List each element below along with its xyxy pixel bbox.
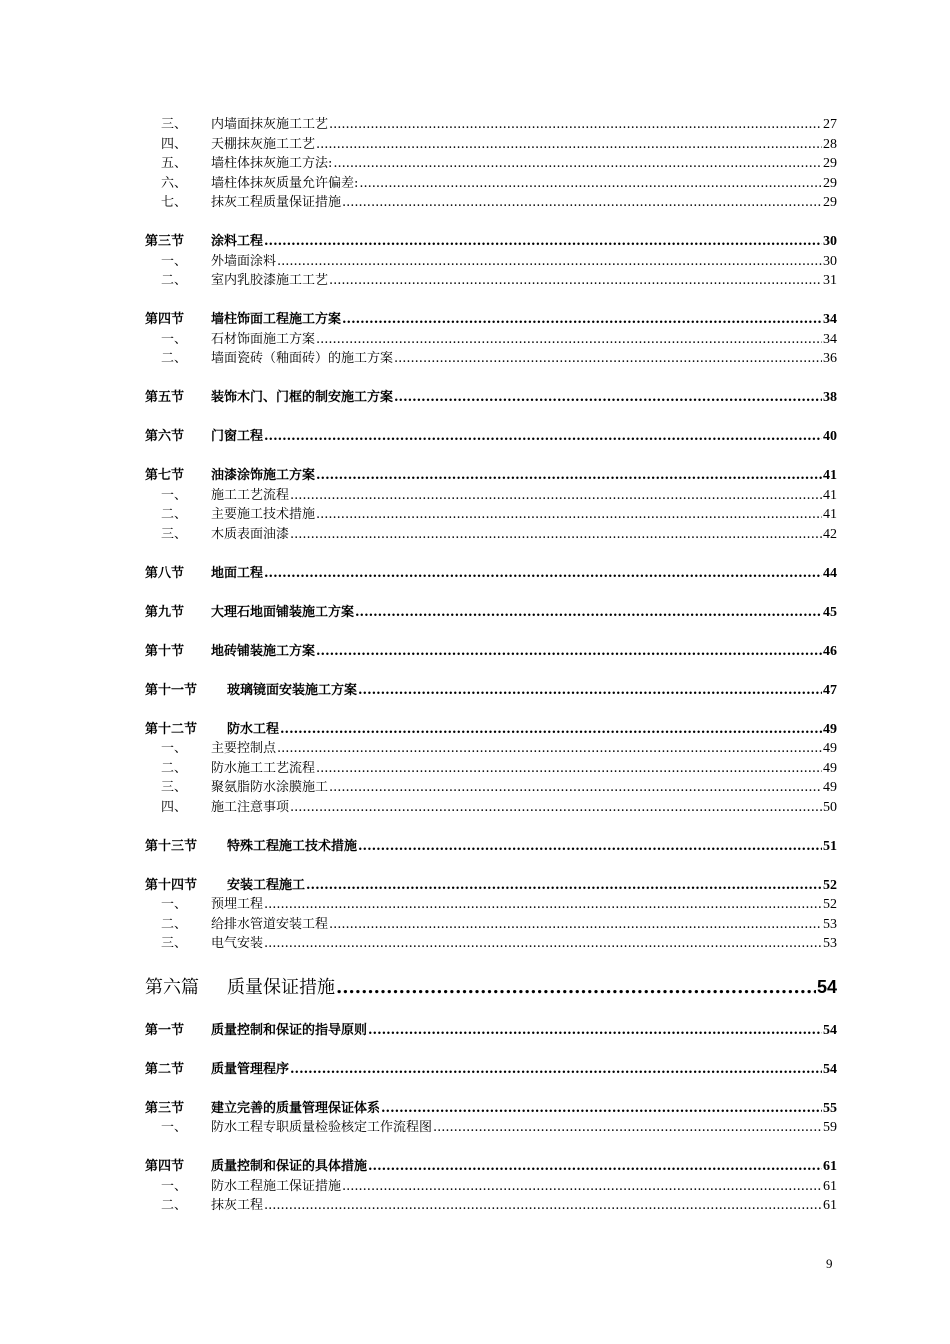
toc-entry-title: 墙柱体抹灰施工方法: <box>211 156 333 171</box>
dot-leader <box>329 271 822 291</box>
dot-leader <box>342 193 822 213</box>
toc-entry-number: 第六篇 <box>145 977 199 998</box>
toc-entry[interactable] <box>145 135 837 155</box>
toc-entry-number: 第七节 <box>145 468 185 483</box>
dot-leader <box>336 974 816 1002</box>
toc-entry-title: 质量控制和保证的指导原则 <box>211 1022 368 1038</box>
toc-entry-page: 30 <box>823 253 837 269</box>
toc-entry-title: 建立完善的质量管理保证体系 <box>211 1100 381 1116</box>
toc-entry-title: 质量管理程序 <box>211 1061 290 1077</box>
toc-entry[interactable] <box>145 193 837 213</box>
toc-entry-title: 门窗工程 <box>211 429 264 444</box>
toc-entry-page: 28 <box>823 136 837 152</box>
dot-leader <box>316 330 822 350</box>
toc-entry[interactable] <box>145 466 837 486</box>
toc-entry-page: 54 <box>816 977 837 997</box>
toc-entry-page: 52 <box>823 877 837 893</box>
toc-entry[interactable] <box>145 252 837 272</box>
toc-entry[interactable] <box>145 915 837 935</box>
dot-leader <box>394 388 822 408</box>
toc-entry-page: 53 <box>823 936 837 951</box>
dot-leader <box>329 778 822 798</box>
page-number: 9 <box>826 1256 833 1271</box>
toc-entry-number: 二、 <box>161 273 188 288</box>
toc-entry-number: 一、 <box>161 253 188 269</box>
toc-entry[interactable] <box>145 934 837 954</box>
toc-entry-page: 49 <box>823 780 837 795</box>
toc-entry[interactable] <box>145 174 837 194</box>
dot-leader <box>342 1177 822 1197</box>
toc-entry-page: 41 <box>823 468 837 483</box>
toc-entry-number: 二、 <box>161 760 188 776</box>
toc-entry[interactable] <box>145 720 837 740</box>
toc-entry-page: 45 <box>823 604 837 620</box>
toc-entry[interactable] <box>145 486 837 506</box>
toc-entry[interactable] <box>145 349 837 369</box>
toc-entry-number: 四、 <box>161 799 188 815</box>
dot-leader <box>316 505 822 525</box>
toc-entry-number: 四、 <box>161 136 188 152</box>
toc-entry-number: 五、 <box>161 156 188 171</box>
toc-entry-title: 抹灰工程 <box>211 1198 264 1213</box>
dot-leader <box>358 681 822 701</box>
toc-entry[interactable] <box>145 1196 837 1216</box>
toc-entry[interactable] <box>145 271 837 291</box>
toc-entry-page: 50 <box>823 799 837 815</box>
toc-entry[interactable] <box>145 739 837 759</box>
toc-entry[interactable] <box>145 759 837 779</box>
toc-entry[interactable] <box>145 1099 837 1119</box>
toc-entry-number: 第一节 <box>145 1022 185 1038</box>
toc-entry-number: 第六节 <box>145 429 185 444</box>
toc-entry-number: 一、 <box>161 331 188 347</box>
toc-entry-title: 质量保证措施 <box>227 977 335 998</box>
toc-entry-title: 主要施工技术措施 <box>211 507 316 522</box>
dot-leader <box>433 1118 822 1138</box>
toc-entry[interactable] <box>145 525 837 545</box>
toc-entry-title: 石材饰面施工方案 <box>211 331 316 347</box>
toc-entry[interactable] <box>145 154 837 174</box>
toc-entry-title: 外墙面涂料 <box>211 253 277 269</box>
toc-entry[interactable] <box>145 837 837 857</box>
toc-entry-title: 天棚抹灰施工工艺 <box>211 136 316 152</box>
toc-entry-number: 一、 <box>161 741 188 756</box>
toc-entry-title: 木质表面油漆 <box>211 526 290 542</box>
toc-entry-page: 29 <box>823 195 837 210</box>
toc-entry-title: 施工注意事项 <box>211 799 290 815</box>
dot-leader <box>277 252 822 272</box>
toc-entry-page: 49 <box>823 741 837 756</box>
toc-entry[interactable] <box>145 798 837 818</box>
toc-entry-page: 40 <box>823 429 837 444</box>
toc-entry-page: 42 <box>823 526 837 542</box>
toc-entry-number: 一、 <box>161 1120 188 1135</box>
toc-entry[interactable] <box>145 895 837 915</box>
dot-leader <box>316 642 822 662</box>
toc-entry-page: 31 <box>823 273 837 288</box>
toc-entry-number: 第十四节 <box>145 877 198 893</box>
dot-leader <box>368 1157 822 1177</box>
toc-entry[interactable] <box>145 1021 837 1041</box>
toc-entry-title: 墙柱体抹灰质量允许偏差: <box>211 175 359 191</box>
toc-entry-title: 安装工程施工 <box>227 877 306 893</box>
toc-entry-title: 大理石地面铺装施工方案 <box>211 604 355 620</box>
toc-entry-title: 预埋工程 <box>211 897 264 912</box>
toc-entry-number: 第十二节 <box>145 721 198 737</box>
toc-entry-title: 主要控制点 <box>211 741 277 756</box>
toc-entry-page: 59 <box>823 1120 837 1135</box>
toc-entry-title: 墙柱饰面工程施工方案 <box>211 312 342 327</box>
toc-entry-page: 29 <box>823 175 837 191</box>
toc-entry-title: 抹灰工程质量保证措施 <box>211 195 342 210</box>
toc-entry-title: 聚氨脂防水涂膜施工 <box>211 780 329 795</box>
toc-entry[interactable] <box>145 1157 837 1177</box>
dot-leader <box>333 154 822 174</box>
dot-leader <box>329 115 822 135</box>
toc-entry[interactable] <box>145 330 837 350</box>
dot-leader <box>381 1099 822 1119</box>
toc-entry-number: 第五节 <box>145 390 185 405</box>
toc-entry-title: 防水工程 <box>227 721 280 737</box>
toc-entry-number: 二、 <box>161 1198 188 1213</box>
toc-entry[interactable] <box>145 778 837 798</box>
dot-leader <box>342 310 822 330</box>
toc-entry-page: 61 <box>823 1159 837 1174</box>
dot-leader <box>264 1196 822 1216</box>
toc-entry[interactable] <box>145 115 837 135</box>
toc-entry-number: 一、 <box>161 897 188 912</box>
toc-entry-title: 防水工程专职质量检验核定工作流程图 <box>211 1120 433 1135</box>
toc-entry-number: 七、 <box>161 195 188 210</box>
toc-entry-page: 51 <box>823 838 837 854</box>
toc-entry[interactable] <box>145 505 837 525</box>
toc-entry-page: 34 <box>823 331 837 347</box>
toc-entry-number: 二、 <box>161 351 188 366</box>
toc-entry-number: 第十节 <box>145 643 185 659</box>
toc-entry[interactable] <box>145 1177 837 1197</box>
toc-entry-number: 一、 <box>161 487 188 503</box>
dot-leader <box>290 798 822 818</box>
toc-entry[interactable] <box>145 1118 837 1138</box>
toc-entry-page: 55 <box>823 1100 837 1116</box>
toc-entry-page: 44 <box>823 565 837 581</box>
toc-entry[interactable] <box>145 232 837 252</box>
toc-entry-title: 特殊工程施工技术措施 <box>227 838 358 854</box>
toc-entry[interactable] <box>145 603 837 623</box>
toc-entry-title: 防水施工工艺流程 <box>211 760 316 776</box>
toc-entry-page: 41 <box>823 487 837 503</box>
toc-entry-number: 第十三节 <box>145 838 198 854</box>
toc-entry-title: 涂料工程 <box>211 234 264 249</box>
dot-leader <box>264 232 822 252</box>
toc-entry-title: 地砖铺装施工方案 <box>211 643 316 659</box>
dot-leader <box>368 1021 822 1041</box>
dot-leader <box>264 427 822 447</box>
toc-entry-number: 三、 <box>161 780 188 795</box>
toc-entry-page: 49 <box>823 760 837 776</box>
toc-entry-title: 给排水管道安装工程 <box>211 916 329 932</box>
toc-entry-title: 内墙面抹灰施工工艺 <box>211 117 329 132</box>
toc-entry[interactable] <box>145 310 837 330</box>
toc-entry-page: 38 <box>823 390 837 405</box>
dot-leader <box>277 739 822 759</box>
toc-entry-page: 54 <box>823 1022 837 1038</box>
toc-entry-page: 41 <box>823 507 837 522</box>
toc-entry[interactable] <box>145 642 837 662</box>
dot-leader <box>280 720 822 740</box>
toc-entry-title: 防水工程施工保证措施 <box>211 1178 342 1194</box>
dot-leader <box>264 895 822 915</box>
toc-entry-number: 二、 <box>161 916 188 932</box>
toc-entry-number: 第十一节 <box>145 682 198 698</box>
dot-leader <box>290 1060 822 1080</box>
dot-leader <box>394 349 822 369</box>
toc-entry-number: 三、 <box>161 526 188 542</box>
toc-entry-page: 53 <box>823 916 837 932</box>
toc-entry-page: 61 <box>823 1198 837 1213</box>
toc-entry-number: 第三节 <box>145 234 185 249</box>
toc-entry-number: 第二节 <box>145 1061 185 1077</box>
toc-entry-page: 36 <box>823 351 837 366</box>
toc-entry-title: 玻璃镜面安装施工方案 <box>227 682 358 698</box>
toc-entry-title: 电气安装 <box>211 936 264 951</box>
toc-entry-title: 施工工艺流程 <box>211 487 290 503</box>
toc-entry[interactable] <box>145 1060 837 1080</box>
toc-entry-number: 三、 <box>161 117 188 132</box>
dot-leader <box>264 564 822 584</box>
toc-entry-title: 质量控制和保证的具体措施 <box>211 1159 368 1174</box>
dot-leader <box>316 466 822 486</box>
table-of-contents <box>145 115 837 1216</box>
toc-entry-title: 墙面瓷砖（釉面砖）的施工方案 <box>211 351 394 366</box>
toc-entry-title: 地面工程 <box>211 565 264 581</box>
toc-entry-number: 第八节 <box>145 565 185 581</box>
toc-entry-number: 三、 <box>161 936 188 951</box>
toc-entry-number: 六、 <box>161 175 188 191</box>
dot-leader <box>316 759 822 779</box>
dot-leader <box>316 135 822 155</box>
toc-entry-page: 27 <box>823 117 837 132</box>
toc-entry-page: 46 <box>823 643 837 659</box>
toc-entry-number: 第三节 <box>145 1100 185 1116</box>
toc-entry[interactable] <box>145 427 837 447</box>
dot-leader <box>359 174 822 194</box>
dot-leader <box>329 915 822 935</box>
toc-entry-number: 二、 <box>161 507 188 522</box>
toc-entry-title: 室内乳胶漆施工工艺 <box>211 273 329 288</box>
dot-leader <box>306 876 822 896</box>
toc-entry-page: 30 <box>823 234 837 249</box>
dot-leader <box>264 934 822 954</box>
toc-entry-title: 油漆涂饰施工方案 <box>211 468 316 483</box>
toc-entry[interactable] <box>145 388 837 408</box>
toc-entry-page: 34 <box>823 312 837 327</box>
toc-entry-number: 第九节 <box>145 604 185 620</box>
dot-leader <box>358 837 822 857</box>
toc-entry-page: 54 <box>823 1061 837 1077</box>
dot-leader <box>290 525 822 545</box>
dot-leader <box>355 603 822 623</box>
toc-entry[interactable] <box>145 681 837 701</box>
toc-entry[interactable] <box>145 564 837 584</box>
toc-entry-page: 61 <box>823 1178 837 1194</box>
toc-entry-number: 第四节 <box>145 1159 185 1174</box>
toc-entry-page: 29 <box>823 156 837 171</box>
toc-entry-number: 一、 <box>161 1178 188 1194</box>
toc-entry-page: 52 <box>823 897 837 912</box>
dot-leader <box>290 486 822 506</box>
toc-entry-title: 装饰木门、门框的制安施工方案 <box>211 390 394 405</box>
toc-entry-page: 49 <box>823 721 837 737</box>
toc-entry-number: 第四节 <box>145 312 185 327</box>
toc-entry-page: 47 <box>823 682 837 698</box>
toc-entry[interactable] <box>145 973 837 1001</box>
toc-entry[interactable] <box>145 876 837 896</box>
